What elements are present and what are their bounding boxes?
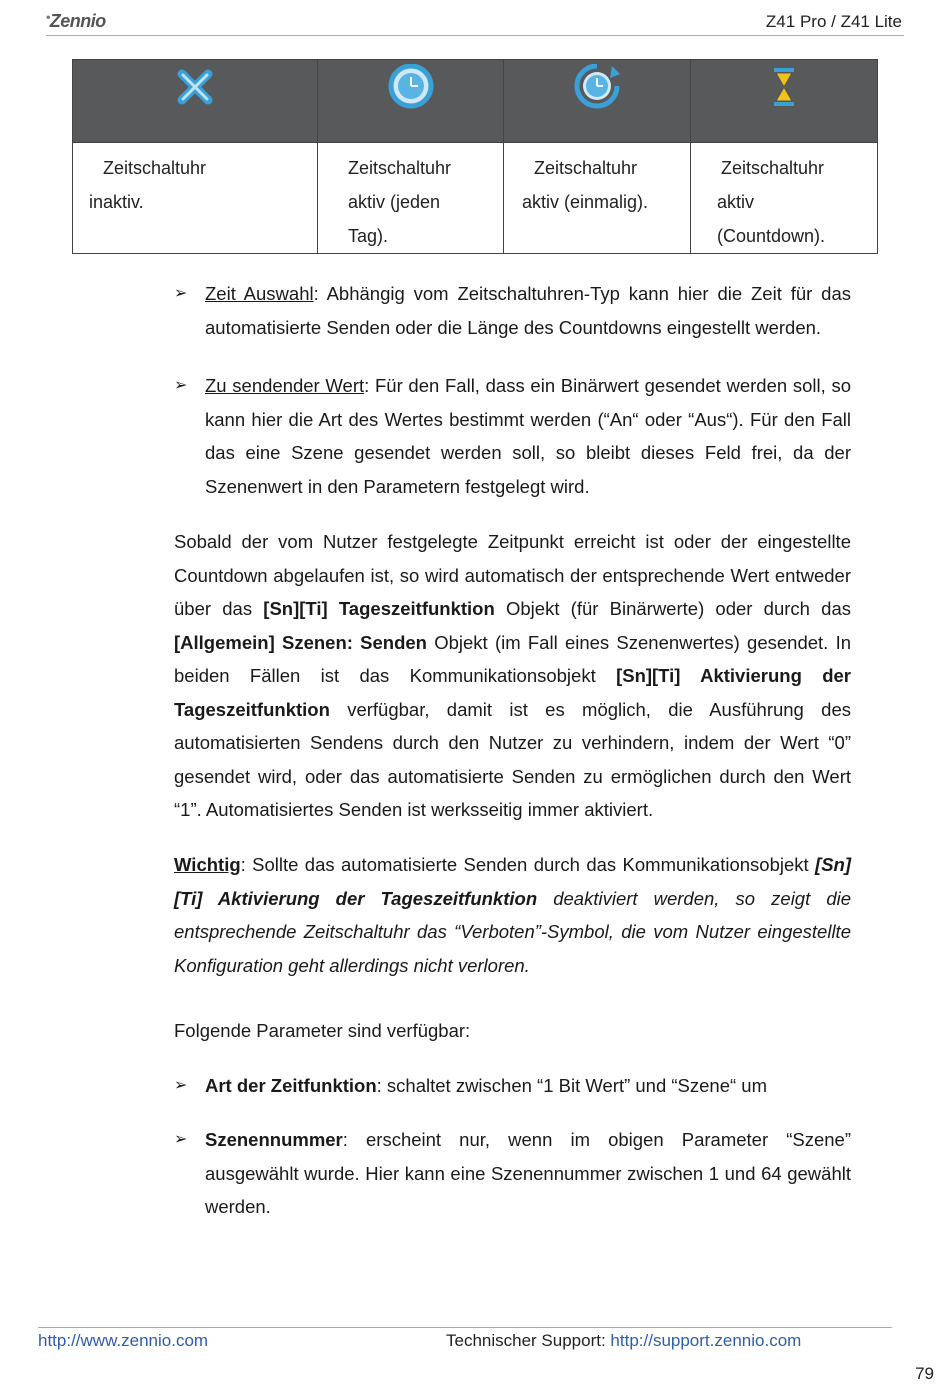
header-divider — [46, 35, 904, 36]
timer-states-table — [72, 59, 878, 254]
document-title: Z41 Pro / Z41 Lite — [765, 12, 902, 31]
clock-once-icon — [572, 64, 622, 110]
object-name: [Sn][Ti] Aktivierung der Tageszeitfunktion — [174, 854, 851, 909]
note-text: : Sollte das automatisierte Senden durch das Kommunikationsobjekt — [240, 854, 816, 875]
bullet-zeit-auswahl — [174, 277, 851, 344]
support-link[interactable]: http://support.zennio.com — [610, 1331, 802, 1350]
desc-line: Zeitschaltuhr — [348, 158, 452, 178]
para-text: Objekt (für Binärwerte) oder durch das — [494, 598, 851, 619]
bullet-art-der-zeitfunktion — [174, 1069, 851, 1103]
bullet-text: : schaltet zwischen “1 Bit Wert” und “Szene“ um — [376, 1075, 768, 1096]
clock-daily-icon — [386, 64, 436, 110]
bullet-szenennummer — [174, 1123, 851, 1224]
desc-line: aktiv — [717, 192, 755, 212]
para-text: Sobald der vom Nutzer festgelegte Zeitpunkt erreicht ist oder der eingestellte Countdown abgelaufen ist, so wird automatisch der entsprechende Wert entweder über das — [174, 531, 851, 619]
bullet-text: : Abhängig vom Zeitschaltuhren-Typ kann hier die Zeit für das automatisierte Senden oder die Länge des Countdowns eingestellt werden. — [205, 283, 851, 338]
bullet-term: Zeit Auswahl — [205, 283, 314, 304]
note-text: deaktiviert werden, so zeigt die entsprechende Zeitschaltuhr das “Verboten”-Symbol, die vom Nutzer eingestellte Konfiguration geht allerdings nicht verloren. — [174, 887, 852, 976]
important-label: Wichtig — [174, 854, 241, 875]
desc-cell-countdown — [691, 143, 878, 254]
footer-divider — [38, 1327, 892, 1328]
icon-cell-daily — [318, 60, 504, 143]
desc-line: Zeitschaltuhr — [103, 158, 207, 178]
arrow-bullet-icon: ➢ — [174, 377, 188, 394]
object-name: [Sn][Ti] Aktivierung der Tageszeitfunktion — [174, 665, 851, 720]
description-row — [73, 143, 878, 254]
desc-cell-inactive — [73, 143, 318, 254]
para-text: Objekt (im Fall eines Szenenwertes) gesendet. In beiden Fällen ist das Kommunikationsobjekt — [174, 631, 851, 686]
icon-row — [73, 60, 878, 143]
desc-line: (Countdown). — [717, 226, 826, 246]
website-link[interactable]: http://www.zennio.com — [38, 1331, 209, 1350]
bullet-zu-sendender-wert — [174, 369, 851, 503]
icon-cell-once — [504, 60, 691, 143]
desc-line: Zeitschaltuhr — [721, 158, 825, 178]
icon-cell-countdown — [691, 60, 878, 143]
support-info — [446, 1331, 801, 1351]
important-note — [174, 848, 851, 982]
desc-line: aktiv (einmalig). — [522, 192, 649, 212]
desc-cell-once — [504, 143, 691, 254]
logo-text: Zennio — [49, 11, 106, 31]
arrow-bullet-icon: ➢ — [174, 1131, 188, 1148]
bullet-text: : Für den Fall, dass ein Binärwert gesendet werden soll, so kann hier die Art des Wertes bestimmt werden (“An“ oder “Aus“). Für den Fall das eine Szene gesendet werden soll, so bleibt dieses Feld frei, da der Szenenwert in den Parametern festgelegt wird. — [205, 375, 851, 497]
bullet-text: : erscheint nur, wenn im obigen Parameter “Szene” ausgewählt wurde. Hier kann eine Szenennummer zwischen 1 und 64 gewählt werden. — [205, 1129, 851, 1217]
desc-line: inaktiv. — [89, 192, 144, 212]
desc-line: aktiv (jeden — [348, 192, 441, 212]
zennio-logo: •Zennio — [46, 10, 106, 31]
params-intro: Folgende Parameter sind verfügbar: — [174, 1020, 471, 1041]
object-name: [Sn][Ti] Tageszeitfunktion — [263, 598, 495, 619]
page-number: 79 — [915, 1364, 934, 1383]
para-text: verfügbar, damit ist es möglich, die Ausführung des automatisierten Sendens durch den Nutzer zu verhindern, indem der Wert “0” gesendet wird, oder das automatisierte Senden zu ermöglichen durch den Wert “1”. Automatisiertes Senden ist werksseitig immer aktiviert. — [174, 698, 851, 820]
support-label: Technischer Support: — [446, 1331, 611, 1350]
object-name: [Allgemein] Szenen: Senden — [174, 631, 427, 653]
bullet-term: Zu sendender Wert — [205, 375, 365, 396]
paragraph-sending — [174, 525, 851, 827]
desc-cell-daily — [318, 143, 504, 254]
arrow-bullet-icon: ➢ — [174, 285, 188, 302]
hourglass-icon — [769, 64, 799, 110]
desc-line: Tag). — [348, 226, 389, 246]
icon-cell-inactive — [73, 60, 318, 143]
disabled-x-icon — [172, 64, 218, 110]
bullet-term: Szenennummer — [205, 1129, 343, 1150]
arrow-bullet-icon: ➢ — [174, 1077, 188, 1094]
bullet-term: Art der Zeitfunktion — [205, 1075, 377, 1096]
desc-line: Zeitschaltuhr — [534, 158, 638, 178]
